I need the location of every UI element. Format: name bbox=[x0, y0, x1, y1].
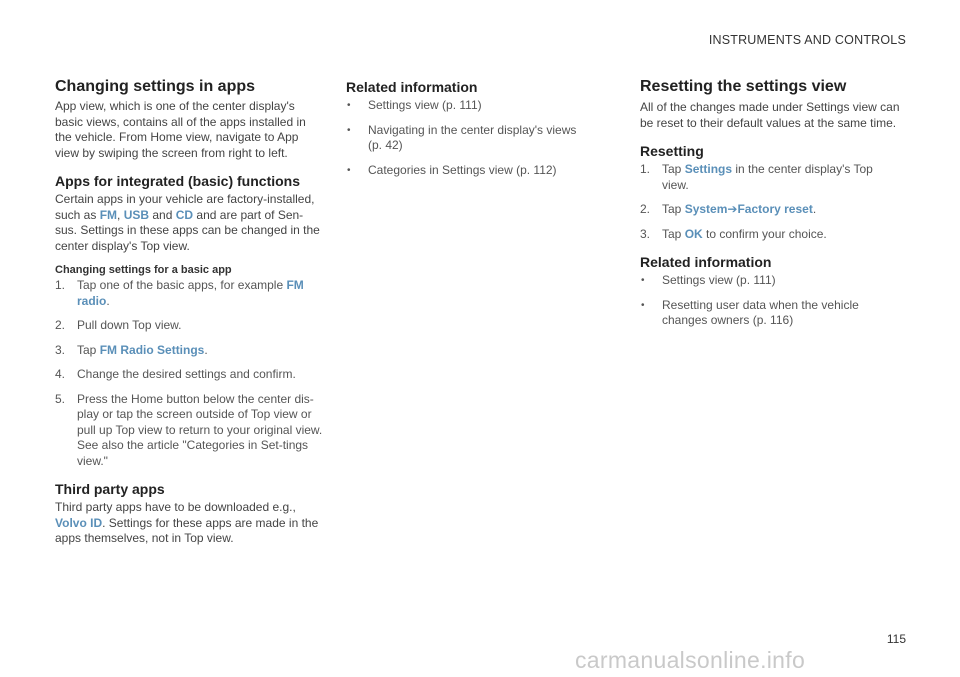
volvo-id-label: Volvo ID bbox=[55, 515, 103, 530]
related-info-list bbox=[640, 273, 902, 329]
step-item bbox=[640, 162, 902, 193]
related-link-text: Categories in Settings view (p. 112) bbox=[368, 162, 557, 177]
step-text-end: in the center display's Top view. bbox=[662, 162, 873, 192]
page-number: 115 bbox=[886, 632, 906, 646]
step-text-end: . bbox=[106, 293, 110, 308]
resetting-steps bbox=[640, 162, 902, 242]
settings-label: Settings bbox=[684, 162, 733, 176]
section-title-resetting-view: Resetting the settings view bbox=[640, 78, 847, 95]
step-number: 4. bbox=[55, 367, 66, 381]
basic-app-steps bbox=[55, 278, 323, 469]
section-title-changing-settings: Changing settings in apps bbox=[55, 78, 256, 95]
text-run: Third party apps have to be downloaded e.g., bbox=[55, 500, 296, 514]
step-item bbox=[640, 202, 902, 218]
text-run: . Settings for these apps are made in the apps themselves, not in Top view. bbox=[55, 515, 319, 545]
cd-label: CD bbox=[175, 207, 194, 222]
step-text: Tap one of the basic apps, for example bbox=[77, 278, 287, 292]
column-left bbox=[55, 77, 323, 547]
related-info-list bbox=[346, 98, 586, 178]
step-number: 3. bbox=[640, 226, 651, 241]
related-info-title: Related information bbox=[346, 79, 478, 95]
intro-paragraph: App view, which is one of the center display's basic views, contains all of the apps installed in the vehicle. From Home view, navigate to App view by swiping the screen from right to left. bbox=[55, 99, 306, 160]
integrated-apps-paragraph bbox=[55, 192, 323, 254]
factory-reset-label: Factory reset bbox=[737, 202, 813, 216]
related-link-categories[interactable] bbox=[346, 163, 586, 179]
text-run: and are part of Sen-sus. Settings in these apps can be changed in the center display's Top view. bbox=[55, 207, 320, 253]
fm-label: FM bbox=[99, 207, 118, 222]
resetting-paragraph: All of the changes made under Settings view can be reset to their default values at the same time. bbox=[640, 100, 900, 130]
step-item bbox=[55, 318, 323, 334]
column-right bbox=[640, 77, 902, 338]
system-label: System bbox=[684, 202, 728, 216]
related-info-title: Related information bbox=[640, 254, 772, 270]
third-party-paragraph bbox=[55, 500, 323, 547]
step-number: 1. bbox=[55, 278, 66, 292]
usb-label: USB bbox=[123, 207, 150, 222]
related-link-navigating[interactable] bbox=[346, 123, 586, 154]
step-number: 5. bbox=[55, 391, 66, 406]
related-link-text: Resetting user data when the vehicle changes owners (p. 116) bbox=[662, 297, 859, 327]
step-text-end: . bbox=[812, 202, 817, 216]
related-link-settings-view[interactable] bbox=[346, 98, 586, 114]
subsection-title-resetting: Resetting bbox=[640, 143, 704, 159]
step-text: Press the Home button below the center dis-play or tap the screen outside of Top view or pull up Top view to return to your original view. See also the article "Categories in Set-tings view." bbox=[77, 391, 323, 468]
bullet: • bbox=[641, 275, 645, 286]
related-link-text: Settings view (p. 111) bbox=[368, 98, 482, 112]
step-text: Change the desired settings and confirm. bbox=[77, 367, 296, 381]
related-link-text: Navigating in the center display's views (p. 42) bbox=[368, 122, 577, 152]
step-item bbox=[55, 392, 323, 470]
bullet: • bbox=[347, 100, 351, 111]
step-number: 1. bbox=[640, 162, 651, 176]
step-text: Tap bbox=[77, 342, 100, 357]
step-highlight: FM Radio Settings bbox=[99, 342, 205, 357]
text-run: , bbox=[117, 207, 124, 222]
bullet: • bbox=[641, 299, 645, 311]
running-header: INSTRUMENTS AND CONTROLS bbox=[708, 33, 906, 47]
step-text: Tap bbox=[662, 226, 685, 241]
step-item bbox=[640, 227, 902, 243]
column-middle bbox=[346, 77, 586, 187]
subsection-title-basic-app: Changing settings for a basic app bbox=[55, 264, 232, 276]
arrow-right-icon: ➔ bbox=[727, 202, 738, 216]
step-text: Tap bbox=[662, 162, 685, 176]
step-number: 3. bbox=[55, 342, 66, 357]
bullet: • bbox=[347, 124, 351, 136]
step-item bbox=[55, 343, 323, 359]
text-run: and bbox=[149, 207, 176, 222]
related-link-text: Settings view (p. 111) bbox=[662, 273, 776, 287]
text-run: Certain apps in your vehicle are factory-installed, such as bbox=[55, 192, 315, 222]
bullet: • bbox=[347, 164, 351, 176]
ok-label: OK bbox=[684, 226, 703, 241]
step-text: Pull down Top view. bbox=[77, 318, 182, 332]
step-number: 2. bbox=[640, 202, 651, 216]
related-link-reset-user-data[interactable] bbox=[640, 298, 902, 329]
step-text-end: to confirm your choice. bbox=[702, 226, 827, 241]
step-text: Tap bbox=[662, 202, 685, 216]
step-item bbox=[55, 278, 323, 309]
step-item bbox=[55, 367, 323, 383]
step-text-end: . bbox=[204, 342, 208, 357]
step-number: 2. bbox=[55, 318, 66, 332]
section-title-third-party: Third party apps bbox=[55, 481, 165, 497]
step-highlight: FM radio bbox=[77, 278, 304, 308]
watermark: carmanualsonline.info bbox=[575, 647, 806, 673]
section-title-integrated-apps: Apps for integrated (basic) functions bbox=[55, 173, 301, 189]
related-link-settings-view[interactable] bbox=[640, 273, 902, 289]
